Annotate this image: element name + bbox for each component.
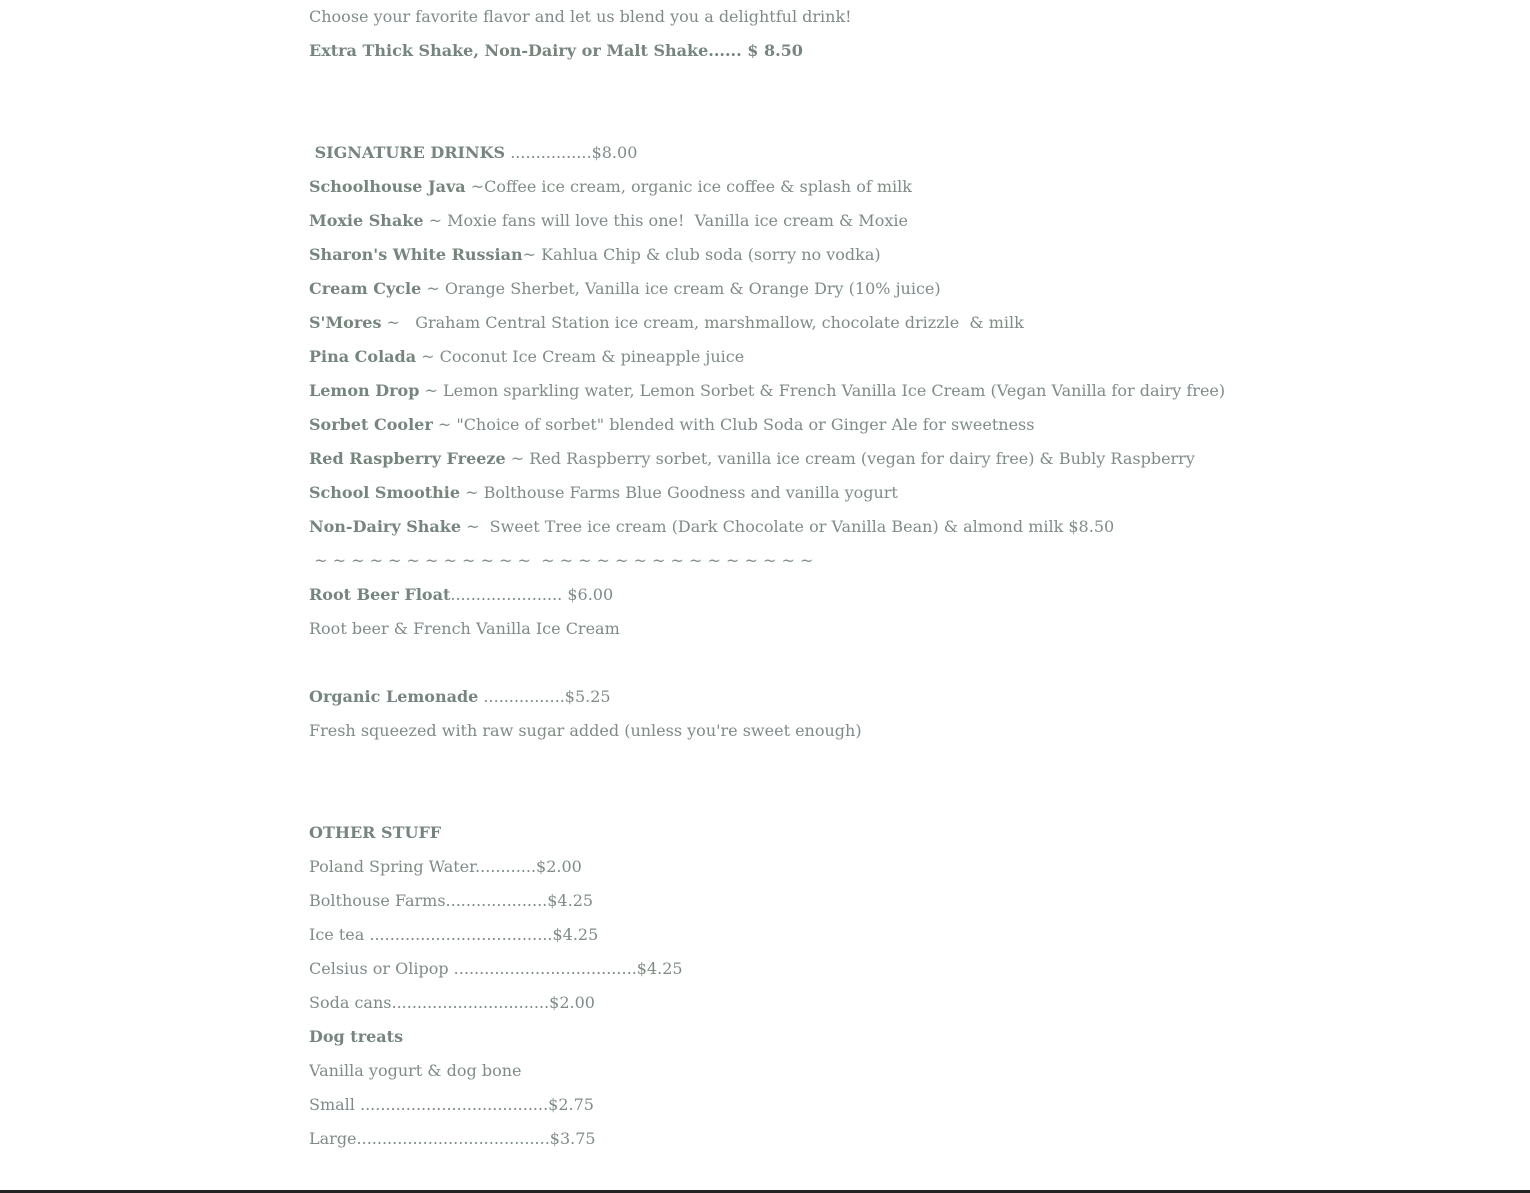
item-desc: ~Coffee ice cream, organic ice coffee & splash of milk <box>465 177 912 196</box>
root-beer-desc: Root beer & French Vanilla Ice Cream <box>309 619 620 638</box>
lemonade-line <box>309 680 1309 714</box>
other-item: Ice tea ....................................$4.25 <box>309 925 599 944</box>
item-desc: ~ "Choice of sorbet" blended with Club Soda or Ginger Ale for sweetness <box>432 415 1035 434</box>
signature-item <box>309 204 1309 238</box>
tilde-divider: ~ ~ ~ ~ ~ ~ ~ ~ ~ ~ ~ ~ ~ ~ ~ ~ ~ ~ ~ ~ ~ ~ ~ ~ ~ ~ ~ <box>309 551 814 570</box>
item-name: Cream Cycle <box>309 279 422 298</box>
item-desc: ~ Sweet Tree ice cream (Dark Chocolate or Vanilla Bean) & almond milk $8.50 <box>461 517 1115 536</box>
signature-item <box>309 306 1309 340</box>
signature-item <box>309 476 1309 510</box>
item-desc: ~ Bolthouse Farms Blue Goodness and vanilla yogurt <box>460 483 898 502</box>
other-item: Celsius or Olipop ....................................$4.25 <box>309 959 683 978</box>
signature-item <box>309 170 1309 204</box>
lemonade-price: ................$5.25 <box>478 687 611 706</box>
dog-size: Small .....................................$2.75 <box>309 1095 594 1114</box>
item-name: Non-Dairy Shake <box>309 517 462 536</box>
root-beer-price: ...................... $6.00 <box>450 585 614 604</box>
item-name: Red Raspberry Freeze <box>309 449 506 468</box>
item-desc: ~ Orange Sherbet, Vanilla ice cream & Orange Dry (10% juice) <box>421 279 941 298</box>
item-name: Sorbet Cooler <box>309 415 433 434</box>
item-desc: ~ Lemon sparkling water, Lemon Sorbet & French Vanilla Ice Cream (Vegan Vanilla for dairy free) <box>419 381 1226 400</box>
milkshakes-intro: Choose your favorite flavor and let us blend you a delightful drink! <box>309 7 852 26</box>
dog-size: Large......................................$3.75 <box>309 1129 596 1148</box>
other-heading: OTHER STUFF <box>309 823 442 842</box>
root-beer-line <box>309 578 1309 612</box>
spacer <box>309 782 1309 816</box>
item-name: Moxie Shake <box>309 211 424 230</box>
root-beer-name: Root Beer Float <box>309 585 451 604</box>
signature-item <box>309 510 1309 544</box>
milkshakes-extra: Extra Thick Shake, Non-Dairy or Malt Shake...... $ 8.50 <box>309 41 803 60</box>
spacer <box>309 646 1309 680</box>
signature-item <box>309 340 1309 374</box>
item-name: Pina Colada <box>309 347 417 366</box>
signature-item <box>309 272 1309 306</box>
item-desc: ~ Kahlua Chip & club soda (sorry no vodka) <box>522 245 881 264</box>
item-desc: ~ Moxie fans will love this one! Vanilla ice cream & Moxie <box>423 211 908 230</box>
other-item: Soda cans...............................$2.00 <box>309 993 595 1012</box>
spacer <box>309 68 1309 102</box>
signature-item <box>309 374 1309 408</box>
spacer <box>309 748 1309 782</box>
other-item: Bolthouse Farms....................$4.25 <box>309 891 594 910</box>
signature-heading: SIGNATURE DRINKS <box>309 143 506 162</box>
signature-item <box>309 238 1309 272</box>
menu-content <box>309 0 1309 1156</box>
item-name: Sharon's White Russian <box>309 245 523 264</box>
spacer <box>309 102 1309 136</box>
item-name: Lemon Drop <box>309 381 420 400</box>
other-item: Poland Spring Water............$2.00 <box>309 857 582 876</box>
dog-desc: Vanilla yogurt & dog bone <box>309 1061 522 1080</box>
item-desc: ~ Coconut Ice Cream & pineapple juice <box>416 347 745 366</box>
signature-item <box>309 408 1309 442</box>
item-name: Schoolhouse Java <box>309 177 466 196</box>
item-desc: ~ Red Raspberry sorbet, vanilla ice cream (vegan for dairy free) & Bubly Raspberry <box>505 449 1195 468</box>
dog-heading: Dog treats <box>309 1027 404 1046</box>
item-desc: ~ Graham Central Station ice cream, marshmallow, chocolate drizzle & milk <box>381 313 1024 332</box>
item-name: S'Mores <box>309 313 382 332</box>
signature-item <box>309 442 1309 476</box>
lemonade-desc: Fresh squeezed with raw sugar added (unless you're sweet enough) <box>309 721 862 740</box>
item-name: School Smoothie <box>309 483 461 502</box>
signature-heading-line <box>309 136 1309 170</box>
signature-price: ................$8.00 <box>505 143 638 162</box>
lemonade-name: Organic Lemonade <box>309 687 479 706</box>
